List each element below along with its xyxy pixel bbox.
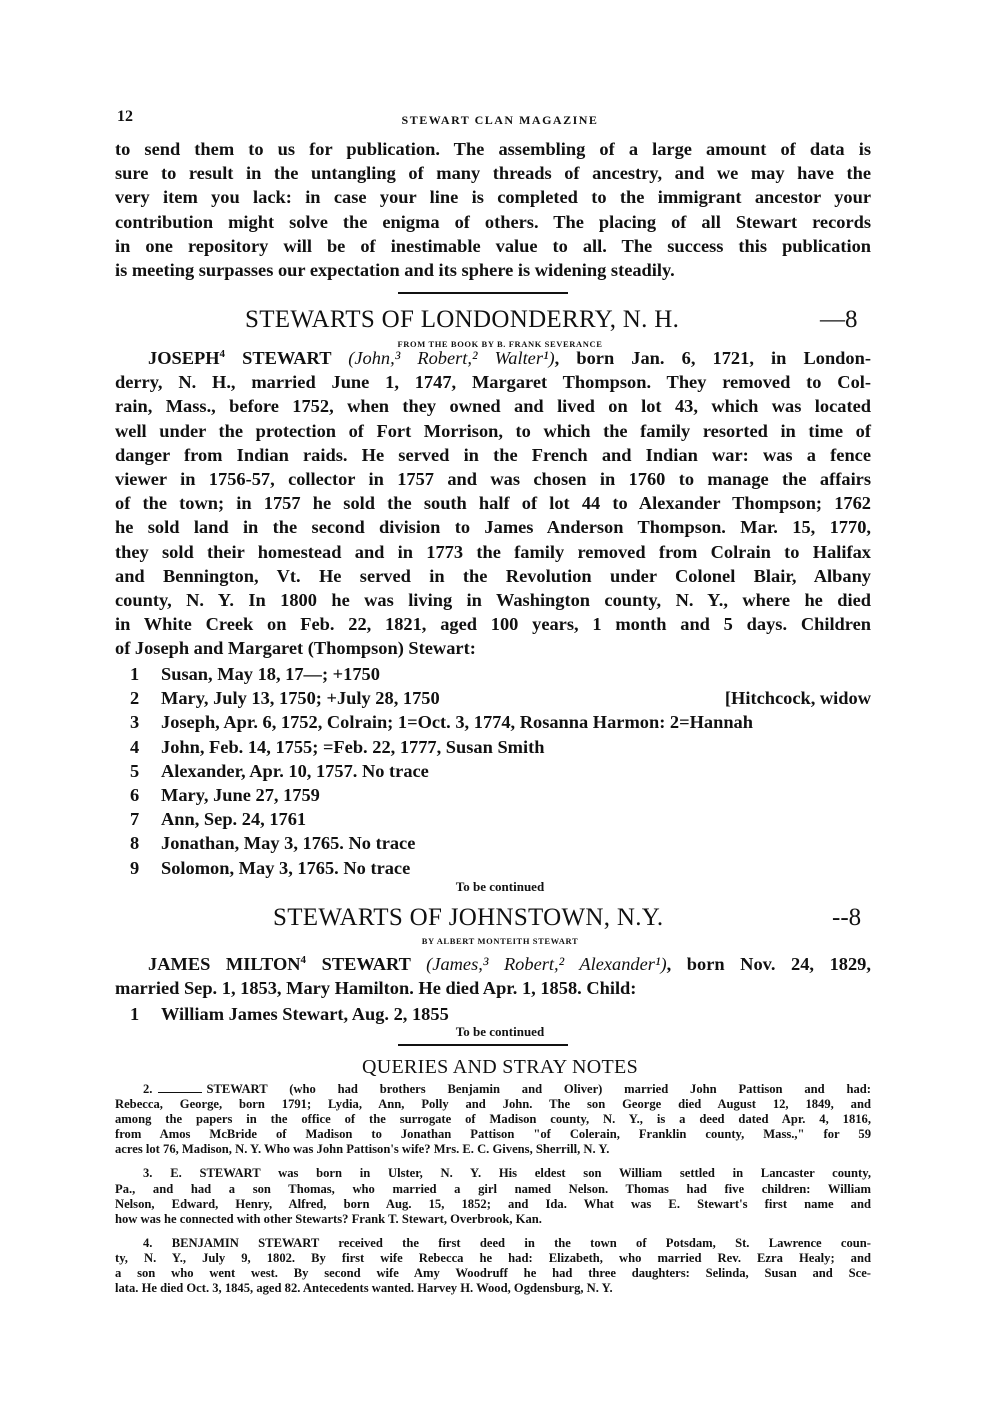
query-first-line <box>115 1166 871 1181</box>
paragraph-line: of Joseph and Margaret (Thompson) Stewart: <box>115 638 476 659</box>
child-text: Joseph, Apr. 6, 1752, Colrain; 1=Oct. 3, 1774, Rosanna Harmon: 2=Hannah <box>161 712 753 733</box>
query-line: Rebecca, George, born 1791; Lydia, Ann, Polly and John. The son George died August 12, 1849, and <box>115 1097 871 1112</box>
child-number: 9 <box>130 857 140 878</box>
intro-line: sure to result in the untangling of many threads of ancestry, and we may have the <box>115 163 871 184</box>
paragraph-line: danger from Indian raids. He served in the French and Indian war: was a fence <box>115 444 871 465</box>
query-line: Pa., and had a son Thomas, who married a girl named Nelson. Thomas had five children: William <box>115 1181 871 1196</box>
query-line: STEWART (who had brothers Benjamin and Oliver) married John Pattison and had: <box>206 1082 871 1096</box>
child-entry <box>130 759 875 783</box>
child-entry <box>130 783 875 807</box>
lineage: (John,³ Robert,² Walter¹) <box>348 348 555 368</box>
query-line: Nelson, Edward, Henry, Alfred, born Aug. 15, 1852; and Ida. What was E. Stewart's first name and <box>115 1196 871 1211</box>
head-name: JOSEPH <box>148 348 220 368</box>
child-number: 5 <box>130 760 140 781</box>
child-text: Ann, Sep. 24, 1761 <box>161 809 307 830</box>
section-number-londonderry: —8 <box>820 306 858 333</box>
child-text: John, Feb. 14, 1755; =Feb. 22, 1777, Susan Smith <box>161 736 545 757</box>
paragraph-line: viewer in 1756-57, collector in 1757 and was chosen in 1760 to manage the affairs <box>115 469 871 490</box>
children-list-londonderry <box>130 662 875 880</box>
query-first-line <box>115 1082 871 1097</box>
query-number: 4. <box>143 1235 153 1250</box>
child-text: Susan, May 18, 17—; +1750 <box>161 664 380 684</box>
child-number: 2 <box>130 688 140 709</box>
paragraph-line: they sold their homestead and in 1773 the family removed from Colrain to Halifax <box>115 541 871 562</box>
paragraph-line: county, N. Y. In 1800 he was living in Washington county, N. Y., where he died <box>115 590 871 611</box>
to-be-continued-johnstown: To be continued <box>455 1024 545 1039</box>
paragraph-line: married Sep. 1, 1853, Mary Hamilton. He died Apr. 1, 1858. Child: <box>115 978 637 999</box>
to-be-continued-londonderry: To be continued <box>455 879 545 894</box>
child-entry <box>130 1002 875 1026</box>
queries-list <box>115 1082 871 1305</box>
intro-line: is meeting surpasses our expectation and its sphere is widening steadily. <box>115 260 675 281</box>
paragraph-line: rain, Mass., before 1752, when they owned and lived on lot 43, which was located <box>115 396 871 417</box>
child-number: 1 <box>130 1004 140 1024</box>
child-text: Mary, June 27, 1759 <box>161 784 320 805</box>
query-line: acres lot 76, Madison, N. Y. Who was John Pattison's wife? Mrs. E. C. Givens, Sherrill, N. Y. <box>115 1142 610 1157</box>
query-number: 3. <box>143 1166 153 1181</box>
section-divider <box>398 1044 568 1046</box>
query-item <box>115 1236 871 1296</box>
query-number: 2. <box>143 1082 153 1096</box>
head-name: JAMES MILTON <box>148 954 301 974</box>
query-line: from Amos McBride of Madison to Jonathan Pattison "of Colerain, Franklin county, Mass.," for 59 <box>115 1127 871 1142</box>
intro-line: to send them to us for publication. The assembling of a large amount of data is <box>115 139 871 159</box>
child-entry <box>130 710 875 734</box>
section-title-londonderry: STEWARTS OF LONDONDERRY, N. H. <box>245 306 680 333</box>
child-number: 4 <box>130 736 140 757</box>
query-line: ty, N. Y., July 9, 1802. By first wife Rebecca he had: Elizabeth, who married Rev. Ezra Healy; and <box>115 1250 871 1265</box>
child-text: Solomon, May 3, 1765. No trace <box>161 857 411 878</box>
lineage: (James,³ Robert,² Alexander¹) <box>426 954 667 974</box>
section-number-johnstown: --8 <box>832 904 862 931</box>
paragraph-line: and Bennington, Vt. He served in the Revolution under Colonel Blair, Albany <box>115 565 871 586</box>
children-list-johnstown <box>130 1002 875 1026</box>
intro-line: very item you lack: in case your line is completed to the immigrant ancestor your <box>115 187 871 208</box>
query-item <box>115 1166 871 1226</box>
child-entry <box>130 735 875 759</box>
byline-londonderry: FROM THE BOOK BY B. FRANK SEVERANCE <box>397 339 603 349</box>
paragraph-line: of the town; in 1757 he sold the south half of lot 44 to Alexander Thompson; 1762 <box>115 493 871 514</box>
paragraph-line: derry, N. H., married June 1, 1747, Margaret Thompson. They removed to Col- <box>115 372 871 393</box>
query-line: how was he connected with other Stewarts? Frank T. Stewart, Overbrook, Kan. <box>115 1211 542 1226</box>
query-first-line <box>115 1236 871 1251</box>
section-divider <box>398 292 568 294</box>
intro-line: in one repository will be of inestimable value to all. The success this publication <box>115 235 871 256</box>
generation-number: 4 <box>300 953 307 966</box>
query-line: a son who went west. By second wife Amy Woodruff he had three daughters: Selinda, Susan and Sce- <box>115 1266 871 1281</box>
head-surname: STEWART <box>306 954 427 974</box>
child-number: 1 <box>130 664 140 684</box>
running-head: STEWART CLAN MAGAZINE <box>401 113 599 127</box>
query-line: among the papers in the office of the surrogate of Madison county, N. Y., is a deed dated Apr. 4, 1816, <box>115 1112 871 1127</box>
child-entry <box>130 686 875 710</box>
query-line: E. STEWART was born in Ulster, N. Y. His eldest son William settled in Lancaster county, <box>170 1166 871 1181</box>
londonderry-paragraph <box>115 346 871 661</box>
generation-number: 4 <box>219 347 226 360</box>
child-number: 6 <box>130 784 140 805</box>
first-line-rest: , born Jan. 6, 1721, in London- <box>554 348 871 368</box>
child-entry <box>130 831 875 855</box>
intro-paragraph <box>115 137 871 282</box>
child-entry <box>130 856 875 880</box>
page-number: 12 <box>117 108 133 125</box>
londonderry-first-line <box>115 346 871 370</box>
blank-line <box>158 1082 202 1093</box>
child-text: Jonathan, May 3, 1765. No trace <box>161 833 416 854</box>
first-line-rest: , born Nov. 24, 1829, <box>666 954 871 974</box>
paragraph-line: in White Creek on Feb. 22, 1821, aged 100 years, 1 month and 5 days. Children <box>115 614 871 635</box>
byline-johnstown: BY ALBERT MONTEITH STEWART <box>421 936 579 946</box>
child-note: [Hitchcock, widow <box>724 688 871 709</box>
child-number: 7 <box>130 809 140 830</box>
child-number: 3 <box>130 712 140 733</box>
query-item <box>115 1082 871 1157</box>
child-entry <box>130 807 875 831</box>
queries-title: QUERIES AND STRAY NOTES <box>361 1056 638 1078</box>
query-line: BENJAMIN STEWART received the first deed in the town of Potsdam, St. Lawrence coun- <box>171 1235 871 1250</box>
johnstown-paragraph <box>115 952 871 1000</box>
section-title-johnstown: STEWARTS OF JOHNSTOWN, N.Y. <box>273 904 664 931</box>
head-surname: STEWART <box>225 348 349 368</box>
paragraph-line: well under the protection of Fort Morrison, to which the family resorted in time of <box>115 420 871 441</box>
child-entry <box>130 662 875 686</box>
query-line: lata. He died Oct. 3, 1845, aged 82. Antecedents wanted. Harvey H. Wood, Ogdensburg, N. Y. <box>115 1281 613 1296</box>
child-number: 8 <box>130 833 140 854</box>
johnstown-first-line <box>115 952 871 976</box>
child-text: Mary, July 13, 1750; +July 28, 1750 <box>161 688 440 709</box>
child-text: Alexander, Apr. 10, 1757. No trace <box>161 760 429 781</box>
child-text: William James Stewart, Aug. 2, 1855 <box>161 1004 449 1024</box>
intro-line: contribution might solve the enigma of others. The placing of all Stewart records <box>115 211 871 232</box>
paragraph-line: he sold land in the second division to James Anderson Thompson. Mar. 15, 1770, <box>115 517 871 538</box>
